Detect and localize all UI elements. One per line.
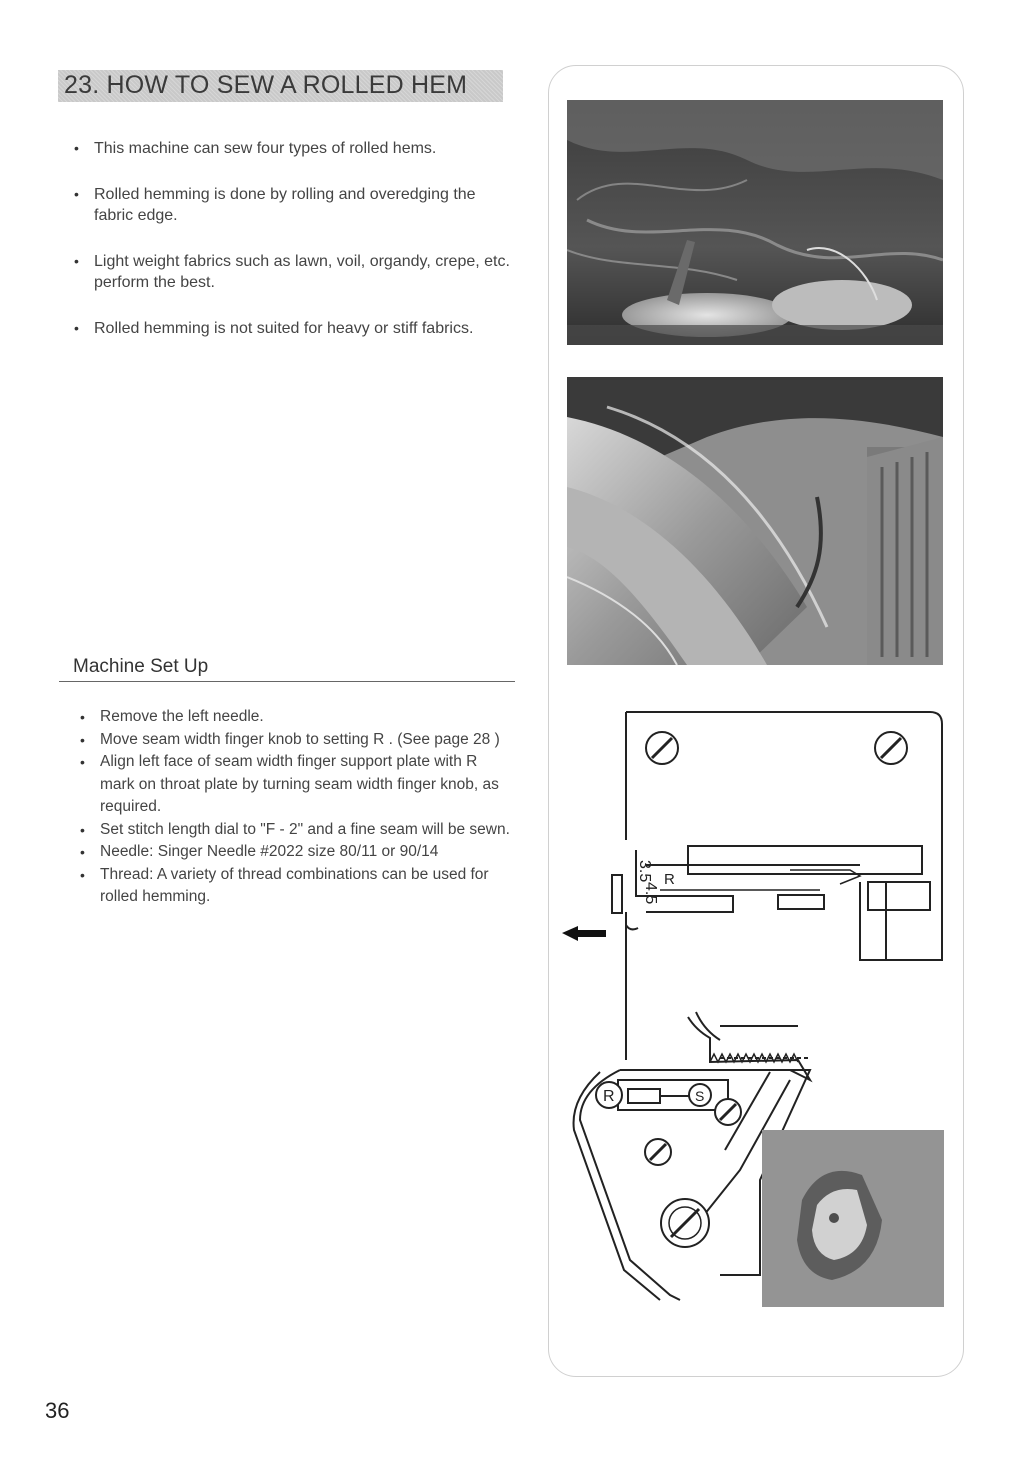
bullet-icon: • (80, 844, 85, 860)
bullet-icon: • (74, 140, 79, 156)
screw-icon (646, 732, 678, 764)
bullet-icon: • (80, 866, 85, 883)
inset-photo (762, 1130, 944, 1307)
mark-r: R (664, 871, 675, 888)
bullet-icon: • (80, 821, 85, 838)
bullet-icon: • (80, 754, 85, 770)
bullet-icon: • (74, 186, 79, 202)
svg-text:S: S (695, 1088, 705, 1104)
screw-icon (715, 1099, 741, 1125)
intro-item: • Rolled hemming is done by rolling and overedging the fabric edge. (74, 186, 476, 224)
bullet-icon: • (80, 709, 85, 725)
bullet-icon: • (80, 731, 85, 748)
setup-list (78, 706, 510, 909)
setup-item: • Thread: A variety of thread combinations can be used for rolled hemming. (80, 865, 489, 905)
bullet-icon: • (74, 320, 79, 336)
mark-3-5: 3.5 (636, 860, 653, 883)
setup-item: • Needle: Singer Needle #2022 size 80/11 or 90/14 (78, 841, 510, 864)
dress-hem-photo (567, 100, 943, 345)
page-number: 36 (45, 1398, 70, 1423)
intro-item: • This machine can sew four types of rolled hems. (74, 140, 437, 157)
intro-list (72, 138, 512, 364)
screw-icon (645, 1139, 671, 1165)
knob-s-icon (689, 1084, 711, 1106)
setup-item: • Set stitch length dial to "F - 2" and a fine seam will be sewn. (78, 819, 510, 842)
page-title: 23. HOW TO SEW A ROLLED HEM (64, 71, 468, 99)
setup-item: • Move seam width finger knob to setting R . (See page 28 ) (78, 729, 510, 752)
fabric-folds-photo (567, 377, 943, 665)
arrow-left-icon (562, 926, 606, 941)
knob-r-icon (596, 1082, 622, 1108)
setup-item: • Remove the left needle. (78, 706, 510, 729)
svg-text:R: R (603, 1088, 615, 1105)
intro-item: • Light weight fabrics such as lawn, voil, organdy, crepe, etc. perform the best. (74, 253, 510, 291)
bullet-icon: • (74, 253, 79, 269)
setup-item: • Align left face of seam width finger support plate with R mark on throat plate by turning seam width finger knob, as required. (80, 753, 499, 815)
screw-icon (661, 1199, 709, 1247)
screw-icon (875, 732, 907, 764)
mark-4-5: 4.5 (642, 882, 659, 905)
intro-item: • Rolled hemming is not suited for heavy or stiff fabrics. (74, 320, 474, 337)
section-heading: Machine Set Up (59, 656, 515, 682)
